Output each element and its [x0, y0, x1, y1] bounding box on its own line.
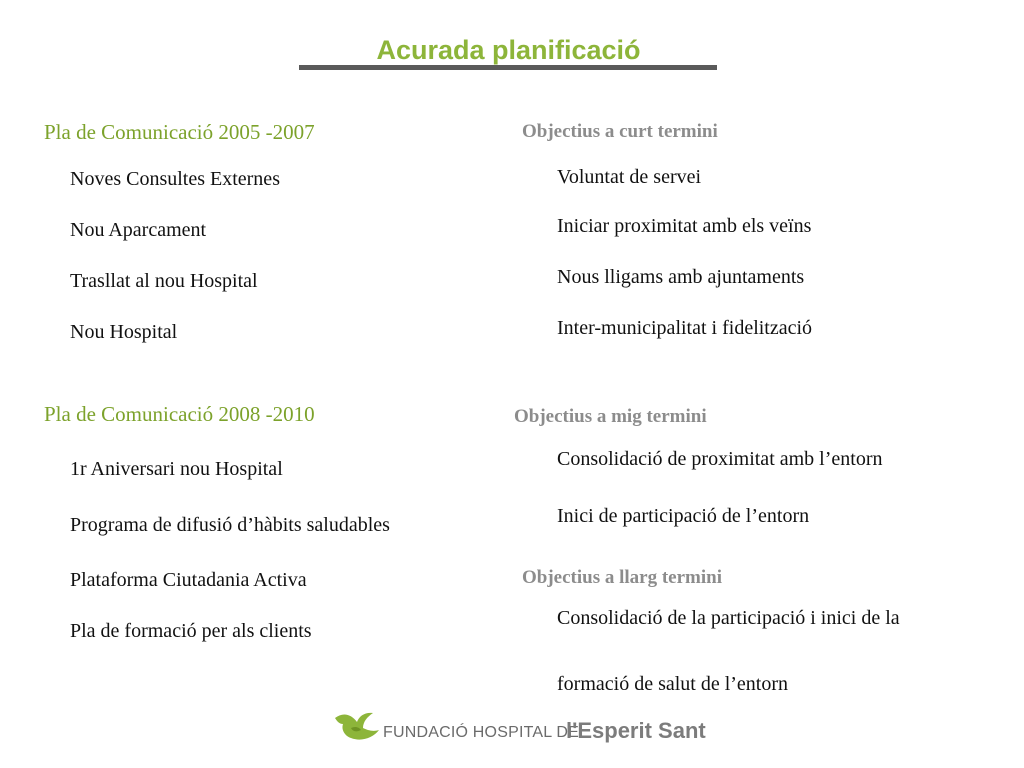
short-term-item: Nous lligams amb ajuntaments — [557, 266, 805, 288]
short-term-item: Voluntat de servei — [557, 166, 702, 188]
short-term-item: Inter-municipalitat i fidelització — [557, 317, 813, 339]
plan2-item: Pla de formació per als clients — [70, 620, 312, 642]
logo-name: l'Esperit Sant — [566, 718, 706, 743]
long-term-heading: Objectius a llarg termini — [522, 567, 722, 588]
plan2-item: 1r Aniversari nou Hospital — [70, 458, 283, 480]
short-term-heading: Objectius a curt termini — [522, 121, 718, 142]
mid-term-item: Inici de participació de l’entorn — [557, 505, 810, 527]
long-term-item: Consolidació de la participació i inici de la — [557, 607, 900, 629]
mid-term-heading: Objectius a mig termini — [514, 406, 707, 427]
plan1-item: Nou Aparcament — [70, 219, 207, 241]
plan-2005-2007-heading: Pla de Comunicació 2005 -2007 — [44, 120, 315, 144]
dove-logo-icon — [333, 708, 381, 746]
foundation-logo — [333, 708, 723, 752]
plan-2008-2010-heading: Pla de Comunicació 2008 -2010 — [44, 402, 315, 426]
plan1-item: Noves Consultes Externes — [70, 168, 280, 190]
long-term-item: formació de salut de l’entorn — [557, 673, 789, 695]
short-term-item: Iniciar proximitat amb els veïns — [557, 215, 812, 237]
plan1-item: Trasllat al nou Hospital — [70, 270, 258, 292]
logo-prefix: FUNDACIÓ HOSPITAL DE — [383, 724, 580, 741]
plan2-item: Programa de difusió d’hàbits saludables — [70, 514, 390, 536]
title-underline — [299, 65, 717, 70]
plan2-item: Plataforma Ciutadania Activa — [70, 569, 307, 591]
mid-term-item: Consolidació de proximitat amb l’entorn — [557, 448, 883, 470]
plan1-item: Nou Hospital — [70, 321, 178, 343]
page-title: Acurada planificació — [376, 35, 641, 65]
